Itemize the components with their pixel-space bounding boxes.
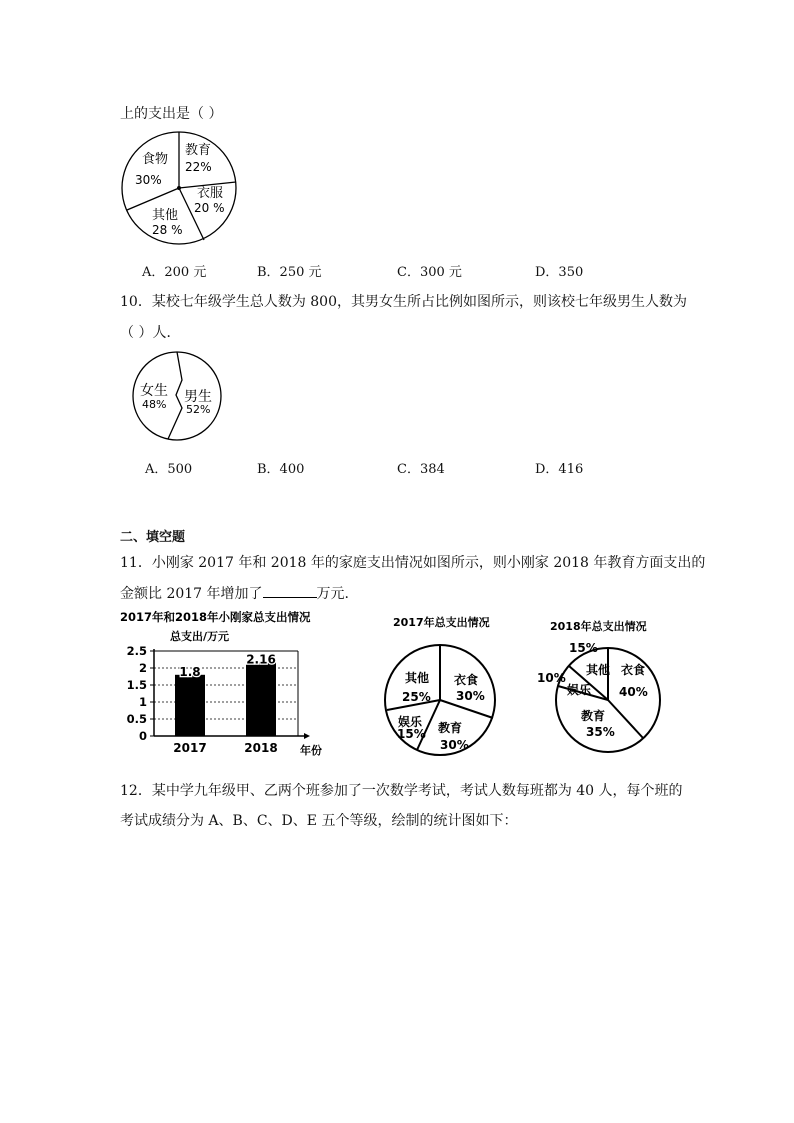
pie-2018-label: 娱乐 — [567, 683, 592, 697]
pie-2018-percent: 15% — [569, 641, 598, 655]
q9-pie-chart — [118, 130, 240, 248]
pie-2018-label: 衣食 — [621, 663, 646, 677]
q11-bar-chart — [118, 608, 328, 760]
pie-2017-percent: 15% — [397, 727, 426, 741]
q10-slice-percent: 48% — [142, 398, 167, 411]
x-tick-label: 2018 — [244, 741, 278, 755]
q9-option-d: D．350 — [535, 265, 584, 280]
pie-2018-label: 其他 — [586, 663, 611, 677]
pie-2017-label: 其他 — [405, 671, 430, 685]
q10-slice-label: 女生 — [140, 383, 168, 399]
q9-stem-tail: 上的支出是（ ） — [120, 106, 223, 122]
pie-2018-title: 2018年总支出情况 — [550, 620, 647, 633]
y-tick-label: 2 — [138, 661, 147, 675]
q9-option-b: B．250 元 — [257, 265, 322, 280]
section-title: 二、填空题 — [120, 530, 186, 545]
q11-stem-text: 金额比 2017 年增加了 — [120, 586, 263, 602]
q10-stem-line1: 10．某校七年级学生总人数为 800，其男女生所占比例如图所示，则该校七年级男生人数为 — [120, 294, 687, 310]
pie-2017-percent: 25% — [402, 690, 431, 704]
q10-slice-label: 男生 — [184, 389, 212, 405]
q9-slice-percent: 30% — [135, 173, 162, 187]
q9-slice-label: 教育 — [185, 143, 212, 158]
q9-slice-label: 其他 — [152, 208, 179, 223]
y-tick-label: 1.5 — [126, 678, 147, 692]
pie-2017-percent: 30% — [456, 689, 485, 703]
q10-option-a: A．500 — [145, 462, 193, 477]
q9-option-a: A．200 元 — [142, 265, 207, 280]
pie-2018-percent: 10% — [537, 671, 566, 685]
q10-option-b: B．400 — [257, 462, 305, 477]
bar-chart-title: 2017年和2018年小刚家总支出情况 — [120, 610, 311, 624]
q9-option-c: C．300 元 — [397, 265, 462, 280]
x-tick-label: 2017 — [173, 741, 207, 755]
q11-pie-2017 — [383, 612, 498, 757]
pie-2017-title: 2017年总支出情况 — [393, 616, 490, 629]
q9-slice-label: 衣服 — [197, 186, 224, 201]
bar — [246, 663, 276, 736]
q11-pie-2018 — [534, 616, 664, 756]
x-axis-label: 年份 — [300, 744, 322, 757]
q10-pie-chart — [130, 350, 224, 444]
q10-stem-line2: （ ）人． — [120, 325, 181, 341]
bar-chart-ylabel: 总支出/万元 — [170, 630, 230, 643]
q11-stem-line2 — [120, 583, 349, 603]
pie-2018-percent: 40% — [619, 685, 648, 699]
pie-2018-label: 教育 — [581, 709, 606, 723]
q9-slice-percent: 22% — [185, 160, 212, 174]
q12-stem-line2: 考试成绩分为 A、B、C、D、E 五个等级，绘制的统计图如下： — [120, 813, 518, 829]
q10-option-c: C．384 — [397, 462, 445, 477]
y-tick-label: 0 — [138, 729, 147, 743]
y-tick-label: 2.5 — [126, 644, 147, 658]
q10-option-d: D．416 — [535, 462, 584, 477]
y-tick-label: 0.5 — [126, 712, 147, 726]
answer-blank[interactable] — [263, 585, 317, 598]
q10-slice-percent: 52% — [186, 403, 211, 416]
q12-stem-line1: 12．某中学九年级甲、乙两个班参加了一次数学考试，考试人数每班都为 40 人，每个班的 — [120, 783, 683, 799]
bar-value-label: 1.8 — [179, 664, 201, 679]
pie-2018-percent: 35% — [586, 725, 615, 739]
y-tick-label: 1 — [138, 695, 147, 709]
q11-stem-line1: 11．小刚家 2017 年和 2018 年的家庭支出情况如图所示，则小刚家 2018 年教育方面支出的 — [120, 555, 706, 571]
bar — [175, 675, 205, 736]
pie-2017-label: 娱乐 — [398, 715, 423, 729]
q9-slice-percent: 20 % — [194, 201, 225, 215]
q9-slice-percent: 28 % — [152, 223, 183, 237]
bar-value-label: 2.16 — [246, 652, 276, 667]
pie-2017-label: 衣食 — [454, 673, 479, 687]
q11-stem-text: 万元. — [316, 586, 349, 602]
q9-slice-label: 食物 — [142, 152, 169, 167]
x-axis-arrow — [304, 733, 310, 739]
pie-2017-percent: 30% — [440, 738, 469, 752]
pie-2017-label: 教育 — [438, 721, 463, 735]
